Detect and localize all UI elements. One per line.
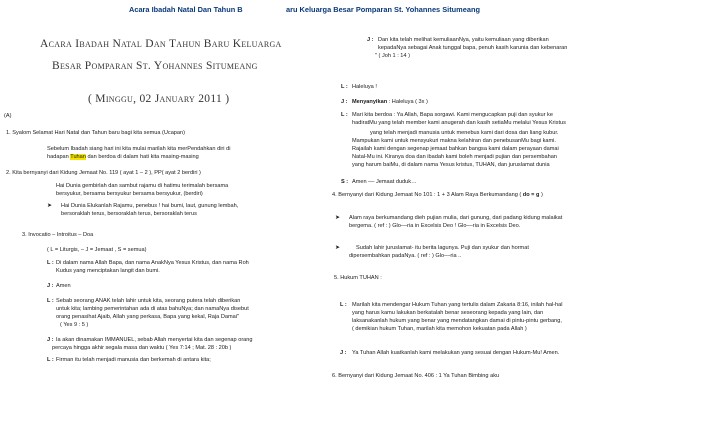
hymn-verse-b: bergema. ( ref : ) Glo––ria in Excelsis Deo ! Glo––ria in Excelsis Deo. [349,223,521,229]
congregation-label: J : [367,37,374,43]
legend: ( L = Liturgis, – J = Jemaat , S = semua) [47,247,147,253]
para-1-text-rest: dan berdoa di dalam hati kita masing-masing [85,154,199,160]
section-marker: (A) [4,113,12,119]
running-header-left: Acara Ibadah Natal Dan Tahun B [129,5,243,14]
title-line-1: Acara Ibadah Natal Dan Tahun Baru Keluarga [40,38,282,50]
item-1-number: 1. [6,130,11,136]
liturgist-label: L : [47,260,54,266]
liturgy-l3: Firman itu telah menjadi manusia dan berkemah di antara kita; [56,357,211,363]
item-4-text: Bernyanyi dari Kidung Jemaat No 101 : 1 + 3 Alam Raya Berkumandang ( [338,192,523,198]
sing-instruction: Menyanyikan [352,99,388,105]
item-4-text-end: ) [539,192,543,198]
arrow-bullet-icon: ➤ [335,215,341,221]
item-6-number: 6. [332,373,337,379]
law-line-c: laksanakanlah hukum yang benar yang mendatangkan damai di pintu-pintu gerbang, [352,318,562,324]
liturgy-l1-a: Di dalam nama Allah Bapa, dan nama AnakNya Yesus Kristus, dan nama Roh [56,260,249,266]
highlighted-word: Tuhan [70,154,86,160]
item-2 [6,170,346,177]
prayer-line-e: Rajailah kami dengan segenap jemaat bahkan bangsa kami dalam perayaan damai [352,146,559,152]
arrow-bullet-icon: ➤ [47,203,53,209]
liturgy-l2-c: orang penasihat Ajaib, Allah yang perkasa, Bapa yang kekal, Raja Damai" [56,314,239,320]
liturgy-j1: Amen [56,283,71,289]
hymn-verse-a: Alam raya berkumandang dieh pujian mulia, dari gunung, dari padang kidung malaikat [349,215,563,221]
all-label: S : [341,179,349,185]
item-5-number: 5. [334,275,339,281]
liturgist-label: L : [340,302,347,308]
para-2-line-b: bersyukur, bersama bersyukur bersama bersyukur, (berdiri) [56,191,203,197]
congregation-label: J : [340,350,347,356]
congregation-label: J : [47,283,54,289]
right-j1-c: " ( Joh 1 : 14 ) [375,53,410,59]
para-1-text: hadapan [47,154,71,160]
running-header-right: aru Keluarga Besar Pomparan St. Yohannes Situmeang [286,5,480,14]
liturgy-l2-a: Sebab seorang ANAK telah lahir untuk kita, seorang putera telah diberikan [56,298,241,304]
prayer-line-f: Natal-Mu ini. Kiranya doa dan ibadah kami boleh menjadi pujian dan persembahan [352,154,557,160]
congregation-label: J : [341,99,348,105]
item-6 [332,373,712,380]
title-date: ( Minggu, 02 January 2011 ) [88,93,230,105]
liturgist-label: L : [47,298,54,304]
liturgy-j2-a: Ia akan dinamakan IMMANUEL, sebab Allah menyertai kita dan segenap orang [56,337,253,343]
hymn-verse-c: Sudah lahir juruslamat- itu berita lagunya. Puji dan syukur dan hormat [356,245,529,251]
liturgy-l2-d: ( Yes 9 : 5 ) [60,322,89,328]
liturgy-j2-b: percaya hingga akhir segala masa dan waktu ( Yes 7:14 ; Mat. 28 : 20b ) [52,345,232,351]
hymn-verse-d: dipersembahkan padaNya. ( ref : ) Glo––ria .. [349,253,462,259]
title-line-2: Besar Pomparan St. Yohannes Situmeang [52,60,258,72]
right-l1: Haleluya ! [352,84,377,90]
item-5-text: Hukum TUHAN : [340,275,382,281]
law-line-a: Marilah kita mendengar Hukum Tuhan yang tertulis dalam Zakaria 8:16, inilah hal-hal [352,302,563,308]
item-3 [22,232,342,239]
prayer-line-a: Mari kita berdoa : Ya Allah, Bapa sorgawi. Kami mengucapkan puji dan syukur ke [352,112,553,118]
item-3-number: 3. [22,232,27,238]
item-2-text: Kita bernyanyi dari Kidung Jemaat No. 119 ( ayat 1 – 2 ), PP( ayat 2 berdiri ) [12,170,201,176]
item-6-text: Bernyanyi dari Kidung Jemaat No. 406 : 1 Ya Tuhan Bimbing aku [338,373,500,379]
law-line-d: ( demikian hukum Tuhan, marilah kita memohon kekuatan pada Allah ) [352,326,527,332]
right-j2 [352,99,652,106]
right-j2-rest: : Haleluya ( 3x ) [387,99,428,105]
item-5 [334,275,534,282]
right-s1: Amen –– Jemaat duduk… [352,179,417,185]
item-1 [6,130,346,137]
arrow-bullet-icon: ➤ [335,245,341,251]
prayer-line-d: Mampukan kami untuk mensyukuri makna kelahiran dan penebusanMu bagi kami. [352,138,556,144]
liturgist-label: L : [341,112,348,118]
para-1-line-b [47,154,347,161]
congregation-label: J : [47,337,54,343]
liturgist-label: L : [341,84,348,90]
item-4 [332,192,712,199]
liturgy-l2-b: untuk kita; lambing pemerintahan ada di atas bahuNya; dan namaNya disebut [56,306,249,312]
verse-line-b: bersoraklah terus, bersoraklah terus, bersoraklah terus [61,211,197,217]
liturgist-label: L : [47,357,54,363]
prayer-line-c: yang telah menjadi manusia untuk menebus kami dari dosa dan liang kubur. [370,130,559,136]
para-2-line-a: Hai Dunia gembirlah dan sambut rajamu di hatimu terimalah bersama [56,183,229,189]
item-3-text: Invocatio – Introitus – Doa [28,232,94,238]
item-1-text: Syalom Selamat Hari Natal dan Tahun baru bagi kita semua (Ucapan) [12,130,186,136]
law-line-b: yang harus kamu lakukan berkatalah benar seseorang kepada yang lain, dan [352,310,544,316]
right-j3: Ya Tuhan Allah kuatkanlah kami melakukan yang sesuai dengan Hukum-Mu! Amen. [352,350,560,356]
key-signature: do = g [522,192,540,198]
verse-line-a: Hai Dunia Elukanlah Rajamu, penebus ! hai bumi, laut, gunung lembah, [61,203,239,209]
liturgy-l1-b: Kudus yang menciptakan langit dan bumi. [56,268,160,274]
prayer-line-b: hadiratMu yang telah member kami anugerah dan kasih setiaMu melalui Yesus Kristus [352,120,566,126]
item-4-number: 4. [332,192,337,198]
right-j1-b: kepadaNya sebagai Anak tunggal bapa, penuh kasih karunia dan kebenaran [378,45,568,51]
para-1-line-a: Sebelum Ibadah siang hari ini kita mulai marilah kita merPendahkan diri di [47,146,231,152]
right-j1-a: Dan kita telah melihat kemuliaanNya, yaitu kemuliaan yang diberikan [378,37,549,43]
prayer-line-g: yang harum baiMu, di dalam nama Yesus kristus, TUHAN, dan juruslamat dunia [352,162,550,168]
item-2-number: 2. [6,170,11,176]
